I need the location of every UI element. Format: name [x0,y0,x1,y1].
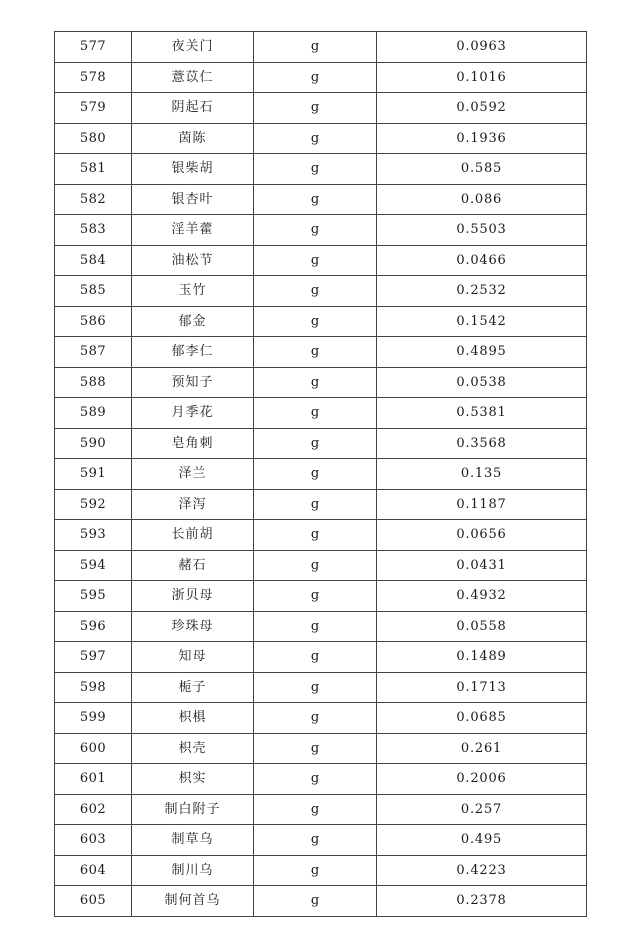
herb-name-cell: 预知子 [132,367,254,398]
table-row [55,581,587,612]
value-cell: 0.1016 [377,62,587,93]
herb-name-cell: 银杏叶 [132,184,254,215]
value-cell: 0.261 [377,733,587,764]
table-row [55,32,587,63]
unit-cell: g [254,428,377,459]
herb-name-cell: 枳椇 [132,703,254,734]
table-row [55,703,587,734]
table-row [55,306,587,337]
table-row [55,886,587,917]
herb-name-cell: 郁金 [132,306,254,337]
herb-name-cell: 银柴胡 [132,154,254,185]
unit-cell: g [254,794,377,825]
table-row [55,825,587,856]
row-number-cell: 584 [55,245,132,276]
table-row [55,367,587,398]
table-body [55,32,587,917]
table-row [55,489,587,520]
herb-name-cell: 茵陈 [132,123,254,154]
herb-name-cell: 制草乌 [132,825,254,856]
unit-cell: g [254,154,377,185]
row-number-cell: 586 [55,306,132,337]
herb-name-cell: 珍珠母 [132,611,254,642]
value-cell: 0.5381 [377,398,587,429]
value-cell: 0.0431 [377,550,587,581]
value-cell: 0.1187 [377,489,587,520]
row-number-cell: 596 [55,611,132,642]
unit-cell: g [254,886,377,917]
row-number-cell: 598 [55,672,132,703]
herb-name-cell: 长前胡 [132,520,254,551]
value-cell: 0.0466 [377,245,587,276]
herb-price-table [54,31,587,917]
herb-name-cell: 知母 [132,642,254,673]
herb-name-cell: 月季花 [132,398,254,429]
table-row [55,215,587,246]
herb-name-cell: 玉竹 [132,276,254,307]
table-row [55,62,587,93]
herb-name-cell: 泽泻 [132,489,254,520]
table-row [55,154,587,185]
value-cell: 0.1936 [377,123,587,154]
value-cell: 0.4895 [377,337,587,368]
herb-name-cell: 赭石 [132,550,254,581]
unit-cell: g [254,245,377,276]
row-number-cell: 600 [55,733,132,764]
herb-name-cell: 浙贝母 [132,581,254,612]
unit-cell: g [254,825,377,856]
herb-name-cell: 郁李仁 [132,337,254,368]
unit-cell: g [254,215,377,246]
unit-cell: g [254,550,377,581]
table-row [55,184,587,215]
row-number-cell: 582 [55,184,132,215]
table-row [55,733,587,764]
row-number-cell: 579 [55,93,132,124]
table-row [55,276,587,307]
unit-cell: g [254,123,377,154]
table-row [55,672,587,703]
herb-name-cell: 油松节 [132,245,254,276]
unit-cell: g [254,520,377,551]
table-row [55,337,587,368]
row-number-cell: 585 [55,276,132,307]
herb-name-cell: 淫羊藿 [132,215,254,246]
table-row [55,93,587,124]
row-number-cell: 605 [55,886,132,917]
table-row [55,611,587,642]
row-number-cell: 588 [55,367,132,398]
table-row [55,245,587,276]
row-number-cell: 577 [55,32,132,63]
table-row [55,123,587,154]
herb-name-cell: 制白附子 [132,794,254,825]
herb-name-cell: 制川乌 [132,855,254,886]
row-number-cell: 601 [55,764,132,795]
value-cell: 0.585 [377,154,587,185]
herb-name-cell: 栀子 [132,672,254,703]
value-cell: 0.4932 [377,581,587,612]
value-cell: 0.0538 [377,367,587,398]
table-row [55,794,587,825]
table-row [55,428,587,459]
unit-cell: g [254,672,377,703]
table-row [55,550,587,581]
value-cell: 0.0656 [377,520,587,551]
row-number-cell: 592 [55,489,132,520]
value-cell: 0.2532 [377,276,587,307]
unit-cell: g [254,62,377,93]
value-cell: 0.495 [377,825,587,856]
value-cell: 0.0558 [377,611,587,642]
row-number-cell: 604 [55,855,132,886]
row-number-cell: 593 [55,520,132,551]
unit-cell: g [254,306,377,337]
unit-cell: g [254,489,377,520]
row-number-cell: 595 [55,581,132,612]
table-row [55,855,587,886]
value-cell: 0.3568 [377,428,587,459]
row-number-cell: 580 [55,123,132,154]
herb-name-cell: 皂角刺 [132,428,254,459]
value-cell: 0.0963 [377,32,587,63]
unit-cell: g [254,367,377,398]
table-row [55,459,587,490]
herb-name-cell: 阴起石 [132,93,254,124]
row-number-cell: 590 [55,428,132,459]
value-cell: 0.135 [377,459,587,490]
value-cell: 0.5503 [377,215,587,246]
unit-cell: g [254,337,377,368]
value-cell: 0.1542 [377,306,587,337]
row-number-cell: 602 [55,794,132,825]
row-number-cell: 597 [55,642,132,673]
table-row [55,642,587,673]
row-number-cell: 599 [55,703,132,734]
unit-cell: g [254,764,377,795]
unit-cell: g [254,276,377,307]
unit-cell: g [254,733,377,764]
herb-name-cell: 枳壳 [132,733,254,764]
row-number-cell: 578 [55,62,132,93]
unit-cell: g [254,611,377,642]
herb-name-cell: 夜关门 [132,32,254,63]
herb-name-cell: 枳实 [132,764,254,795]
row-number-cell: 594 [55,550,132,581]
unit-cell: g [254,93,377,124]
value-cell: 0.2378 [377,886,587,917]
row-number-cell: 587 [55,337,132,368]
unit-cell: g [254,642,377,673]
row-number-cell: 591 [55,459,132,490]
row-number-cell: 583 [55,215,132,246]
unit-cell: g [254,398,377,429]
table-row [55,398,587,429]
unit-cell: g [254,581,377,612]
table-row [55,520,587,551]
row-number-cell: 581 [55,154,132,185]
unit-cell: g [254,32,377,63]
value-cell: 0.4223 [377,855,587,886]
unit-cell: g [254,184,377,215]
herb-name-cell: 制何首乌 [132,886,254,917]
herb-name-cell: 泽兰 [132,459,254,490]
unit-cell: g [254,855,377,886]
table-row [55,764,587,795]
unit-cell: g [254,459,377,490]
value-cell: 0.1489 [377,642,587,673]
value-cell: 0.1713 [377,672,587,703]
unit-cell: g [254,703,377,734]
value-cell: 0.086 [377,184,587,215]
value-cell: 0.2006 [377,764,587,795]
value-cell: 0.257 [377,794,587,825]
value-cell: 0.0592 [377,93,587,124]
value-cell: 0.0685 [377,703,587,734]
row-number-cell: 603 [55,825,132,856]
row-number-cell: 589 [55,398,132,429]
herb-name-cell: 薏苡仁 [132,62,254,93]
